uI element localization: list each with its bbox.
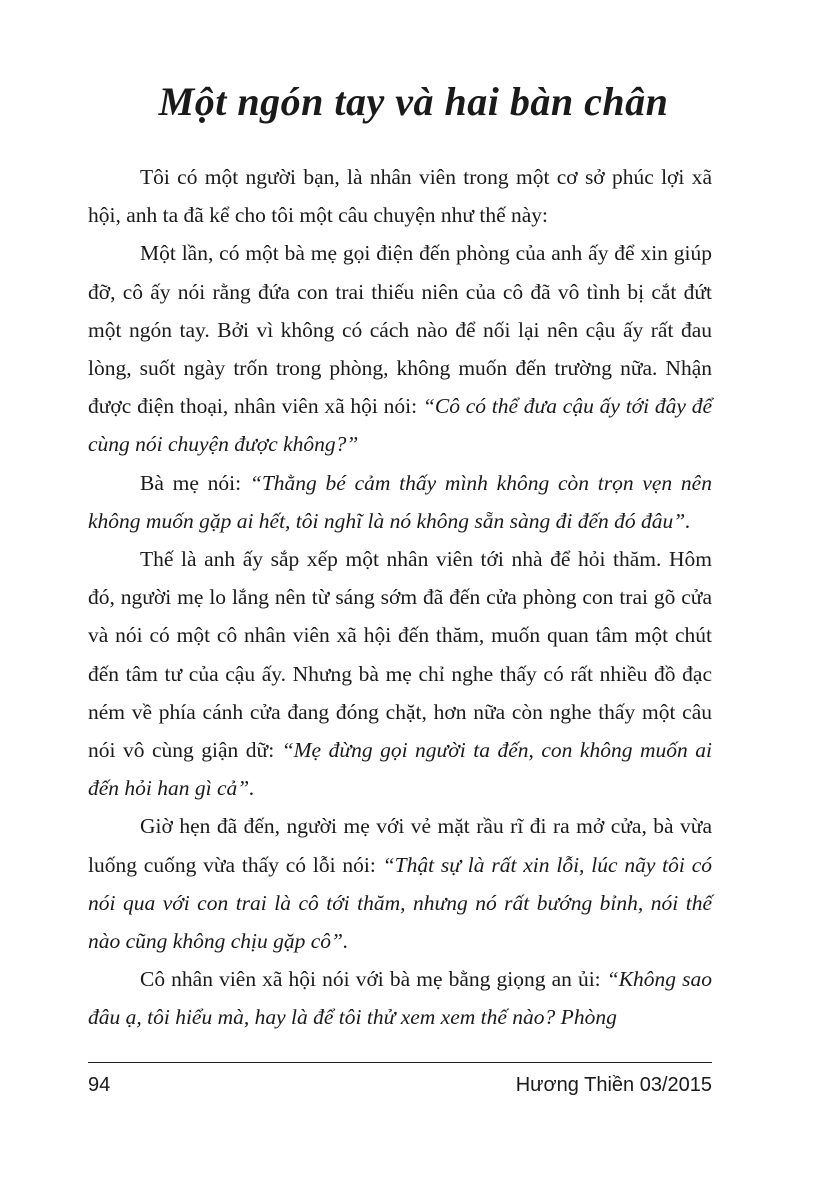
paragraph-text: Tôi có một người bạn, là nhân viên trong một cơ sở phúc lợi xã hội, anh ta đã kể cho tôi một câu chuyện như thế này: — [88, 165, 712, 228]
footer-divider — [88, 1062, 712, 1063]
paragraph-quote: “Mẹ đừng gọi người ta đến, con không muốn ai đến hỏi han gì cả”. — [88, 738, 712, 801]
paragraph-quote: “Cô có thể đưa cậu ấy tới đây để cùng nói chuyện được không?” — [88, 394, 712, 457]
page-number: 94 — [88, 1074, 111, 1096]
paragraph-text: Thế là anh ấy sắp xếp một nhân viên tới nhà để hỏi thăm. Hôm đó, người mẹ lo lắng nên từ sáng sớm đã đến cửa phòng con trai gõ cửa và nói có một cô nhân viên xã hội đến thăm, muốn quan tâm một chút đến tâm tư của cậu ấy. Nhưng bà mẹ chỉ nghe thấy có rất nhiều đồ đạc ném về phía cánh cửa đang đóng chặt, hơn nữa còn nghe thấy một câu nói vô cùng giận dữ: — [88, 547, 712, 763]
paragraph — [88, 807, 712, 960]
paragraph — [88, 234, 712, 463]
paragraph-quote: “Thật sự là rất xin lỗi, lúc nãy tôi có nói qua với con trai là cô tới thăm, nhưng nó rất bướng bỉnh, nói thế nào cũng không chịu gặp cô”. — [88, 852, 712, 954]
paragraph-text: Giờ hẹn đã đến, người mẹ với vẻ mặt rầu rĩ đi ra mở cửa, bà vừa luống cuống vừa thấy có lỗi nói: — [88, 814, 712, 877]
paragraph-quote: “Không sao đâu ạ, tôi hiểu mà, hay là để tôi thử xem xem thế nào? Phòng — [88, 967, 713, 1030]
paragraph — [88, 540, 712, 807]
publication-info: Hương Thiền 03/2015 — [515, 1074, 712, 1096]
paragraph — [88, 464, 712, 540]
paragraph — [88, 158, 712, 234]
paragraph — [88, 960, 712, 1036]
article-title: Một ngón tay và hai bàn chân — [158, 79, 669, 124]
paragraph-text: Một lần, có một bà mẹ gọi điện đến phòng của anh ấy để xin giúp đỡ, cô ấy nói rằng đứa con trai thiếu niên của cô đã vô tình bị cắt đứt một ngón tay. Bởi vì không có cách nào để nối lại nên cậu ấy rất đau lòng, suốt ngày trốn trong phòng, không muốn đến trường nữa. Nhận được điện thoại, nhân viên xã hội nói: — [88, 241, 712, 419]
paragraph-text: Cô nhân viên xã hội nói với bà mẹ bằng giọng an ủi: — [140, 967, 607, 992]
page-footer — [88, 1068, 712, 1102]
paragraph-text: Bà mẹ nói: — [140, 470, 250, 495]
article-body — [88, 158, 712, 1037]
paragraph-quote: “Thằng bé cảm thấy mình không còn trọn vẹn nên không muốn gặp ai hết, tôi nghĩ là nó không sẵn sàng đi đến đó đâu”. — [88, 470, 712, 533]
